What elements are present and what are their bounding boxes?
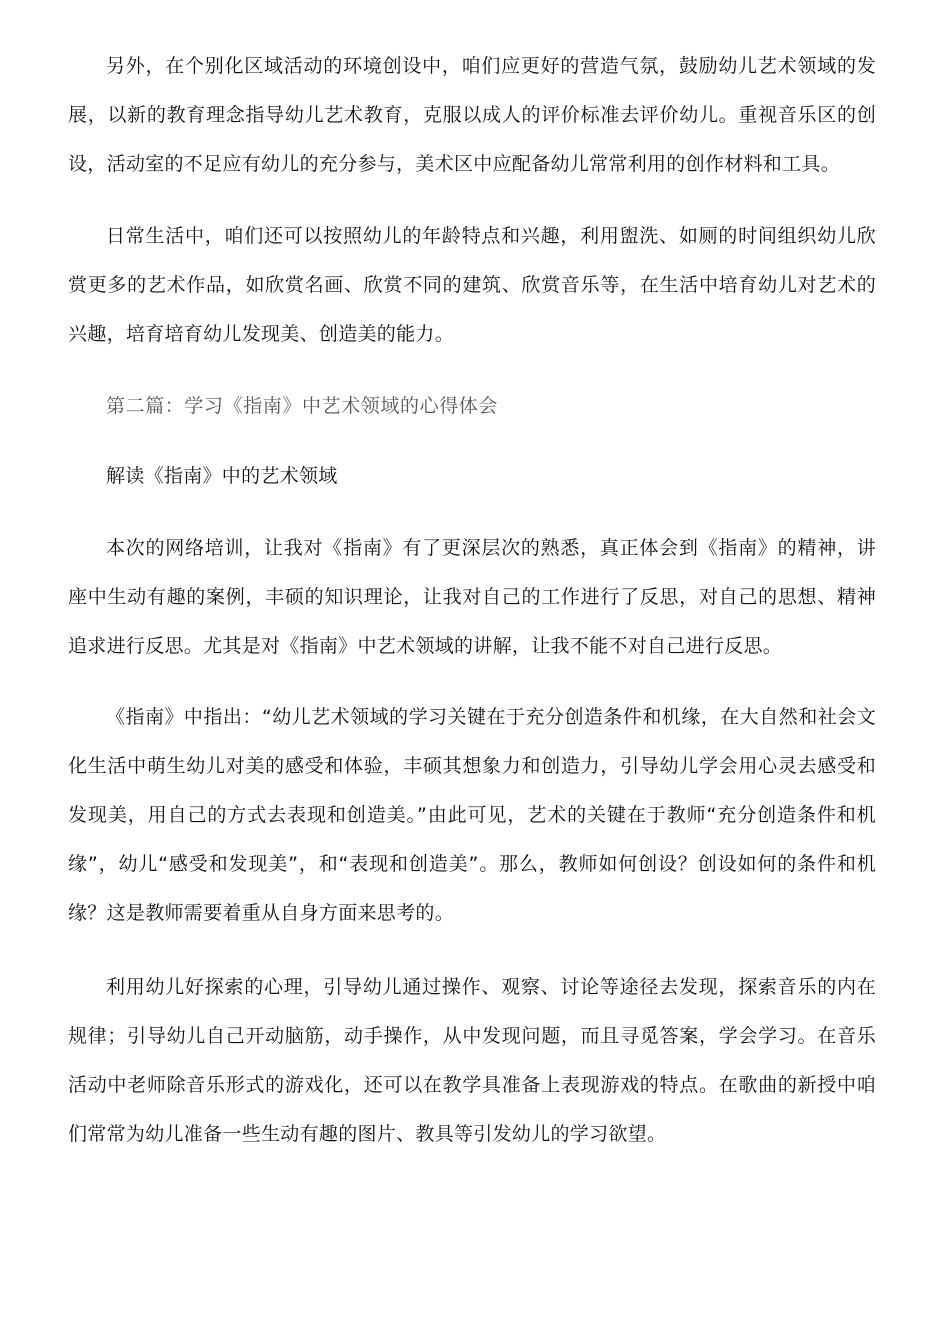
paragraph-exploration: 利用幼儿好探索的心理，引导幼儿通过操作、观察、讨论等途径去发现，探索音乐的内在规律；引导幼儿自己开动脑筋，动手操作，从中发现问题，而且寻觅答案，学会学习。在音乐活动中老师除音乐形式的游戏化，还可以在教学具准备上表现游戏的特点。在歌曲的新授中咱们常常为幼儿准备一些生动有趣的图片、教具等引发幼儿的学习欲望。 — [68, 976, 876, 1145]
paragraph-environment: 另外，在个别化区域活动的环境创设中，咱们应更好的营造气氛，鼓励幼儿艺术领域的发展，以新的教育理念指导幼儿艺术教育，克服以成人的评价标准去评价幼儿。重视音乐区的创设，活动室的不足应有幼儿的充分参与，美术区中应配备幼儿常常利用的创作材料和工具。 — [68, 55, 876, 175]
paragraph-guide-quote: 《指南》中指出：“幼儿艺术领域的学习关键在于充分创造条件和机缘，在大自然和社会文化生活中萌生幼儿对美的感受和体验，丰硕其想象力和创造力，引导幼儿学会用心灵去感受和发现美，用自己的方式去表现和创造美。”由此可见，艺术的关键在于教师“充分创造条件和机缘”，幼儿“感受和发现美”，和“表现和创造美”。那么，教师如何创设？创设如何的条件和机缘？这是教师需要着重从自身方面来思考的。 — [68, 706, 876, 924]
paragraph-training: 本次的网络培训，让我对《指南》有了更深层次的熟悉，真正体会到《指南》的精神，讲座中生动有趣的案例，丰硕的知识理论，让我对自己的工作进行了反思，对自己的思想、精神追求进行反思。尤其是对《指南》中艺术领域的讲解，让我不能不对自己进行反思。 — [68, 537, 876, 657]
paragraph-daily-life: 日常生活中，咱们还可以按照幼儿的年龄特点和兴趣，利用盥洗、如厕的时间组织幼儿欣赏更多的艺术作品，如欣赏名画、欣赏不同的建筑、欣赏音乐等，在生活中培育幼儿对艺术的兴趣，培育培育幼儿发现美、创造美的能力。 — [68, 225, 876, 345]
section-subtitle: 解读《指南》中的艺术领域 — [106, 465, 338, 487]
section-title: 第二篇：学习《指南》中艺术领域的心得体会 — [106, 395, 499, 417]
